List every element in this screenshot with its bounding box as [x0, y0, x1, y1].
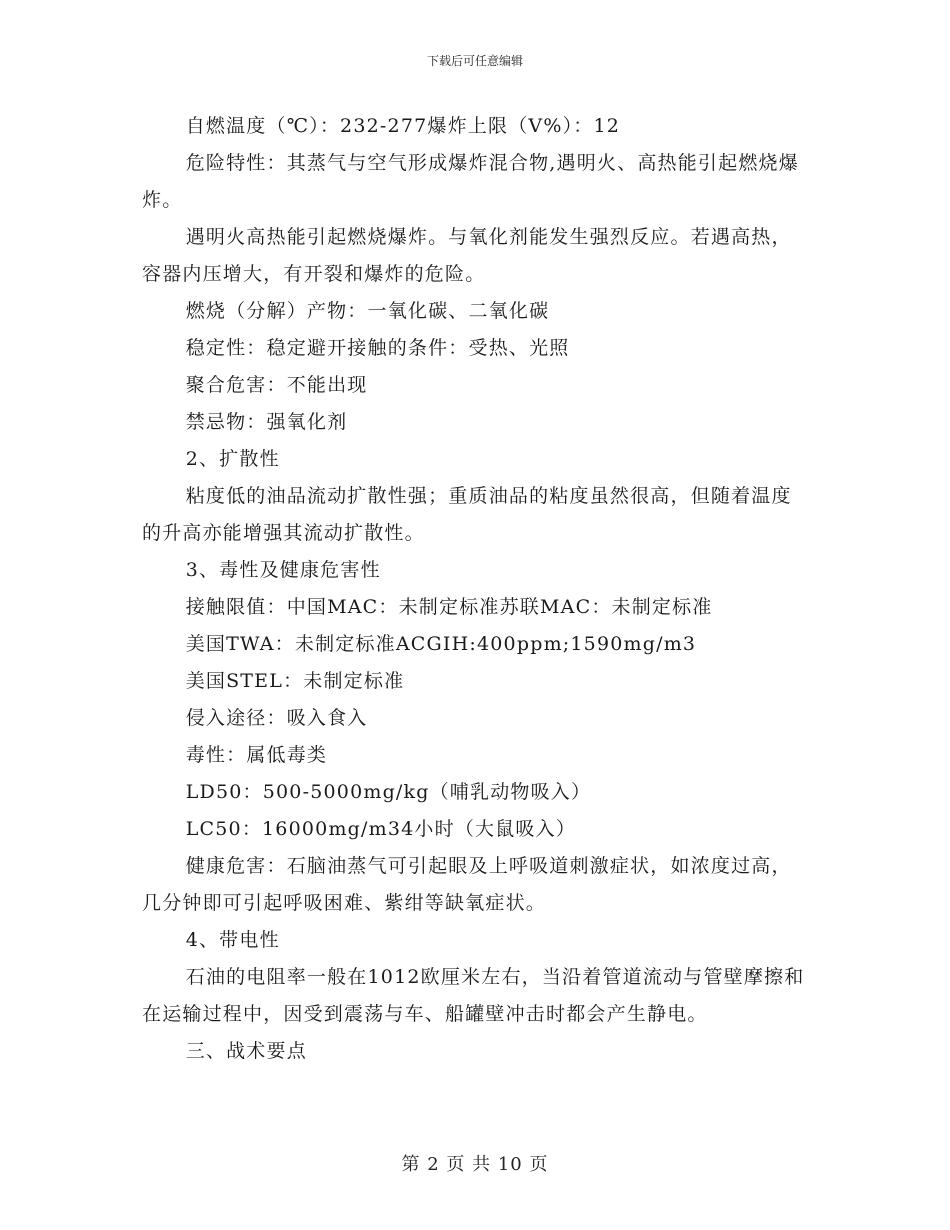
- paragraph-us-stel: 美国STEL：未制定标准: [185, 670, 405, 692]
- paragraph-health-hazard: 健康危害：石脑油蒸气可引起眼及上呼吸道刺激症状，如浓度过高，几分钟即可引起呼吸困难、紫绀等缺氧症状。: [142, 855, 792, 914]
- paragraph-autoignition: 自燃温度（℃）：232-277爆炸上限（V%）：12: [185, 115, 621, 137]
- page-header: 下载后可任意编辑: [426, 54, 523, 68]
- document-body: [142, 108, 808, 1070]
- paragraph-toxicity-class: 毒性：属低毒类: [185, 744, 328, 766]
- paragraph-route: 侵入途径：吸入食入: [185, 707, 368, 729]
- page-footer: 第 2 页 共 10 页: [401, 1154, 549, 1175]
- paragraph-lc50: LC50：16000mg/m34小时（大鼠吸入）: [185, 818, 577, 840]
- paragraph-polymerization: 聚合危害：不能出现: [185, 374, 368, 396]
- paragraph-hazard-characteristics: 危险特性：其蒸气与空气形成爆炸混合物,遇明火、高热能引起燃烧爆炸。: [142, 152, 799, 211]
- heading-tactical-points: 三、战术要点: [185, 1040, 307, 1062]
- heading-diffusivity: 2、扩散性: [185, 448, 280, 470]
- heading-toxicity: 3、毒性及健康危害性: [185, 559, 381, 581]
- paragraph-combustion-products: 燃烧（分解）产物：一氧化碳、二氧化碳: [185, 300, 550, 322]
- paragraph-electrostatic: 石油的电阻率一般在1012欧厘米左右，当沿着管道流动与管壁摩擦和在运输过程中，因受到震荡与车、船罐壁冲击时都会产生静电。: [142, 966, 805, 1025]
- paragraph-fire-explosion: 遇明火高热能引起燃烧爆炸。与氧化剂能发生强烈反应。若遇高热，容器内压增大，有开裂和爆炸的危险。: [142, 226, 792, 285]
- paragraph-incompatible: 禁忌物：强氧化剂: [185, 411, 348, 433]
- heading-electrostatic: 4、带电性: [185, 929, 280, 951]
- paragraph-diffusivity: 粘度低的油品流动扩散性强；重质油品的粘度虽然很高，但随着温度的升高亦能增强其流动扩散性。: [142, 485, 792, 544]
- paragraph-us-twa: 美国TWA：未制定标准ACGIH:400ppm;1590mg/m3: [185, 633, 697, 655]
- paragraph-ld50: LD50：500-5000mg/kg（哺乳动物吸入）: [185, 781, 592, 803]
- paragraph-stability: 稳定性：稳定避开接触的条件：受热、光照: [185, 337, 570, 359]
- paragraph-exposure-limits: 接触限值：中国MAC：未制定标准苏联MAC：未制定标准: [185, 596, 713, 618]
